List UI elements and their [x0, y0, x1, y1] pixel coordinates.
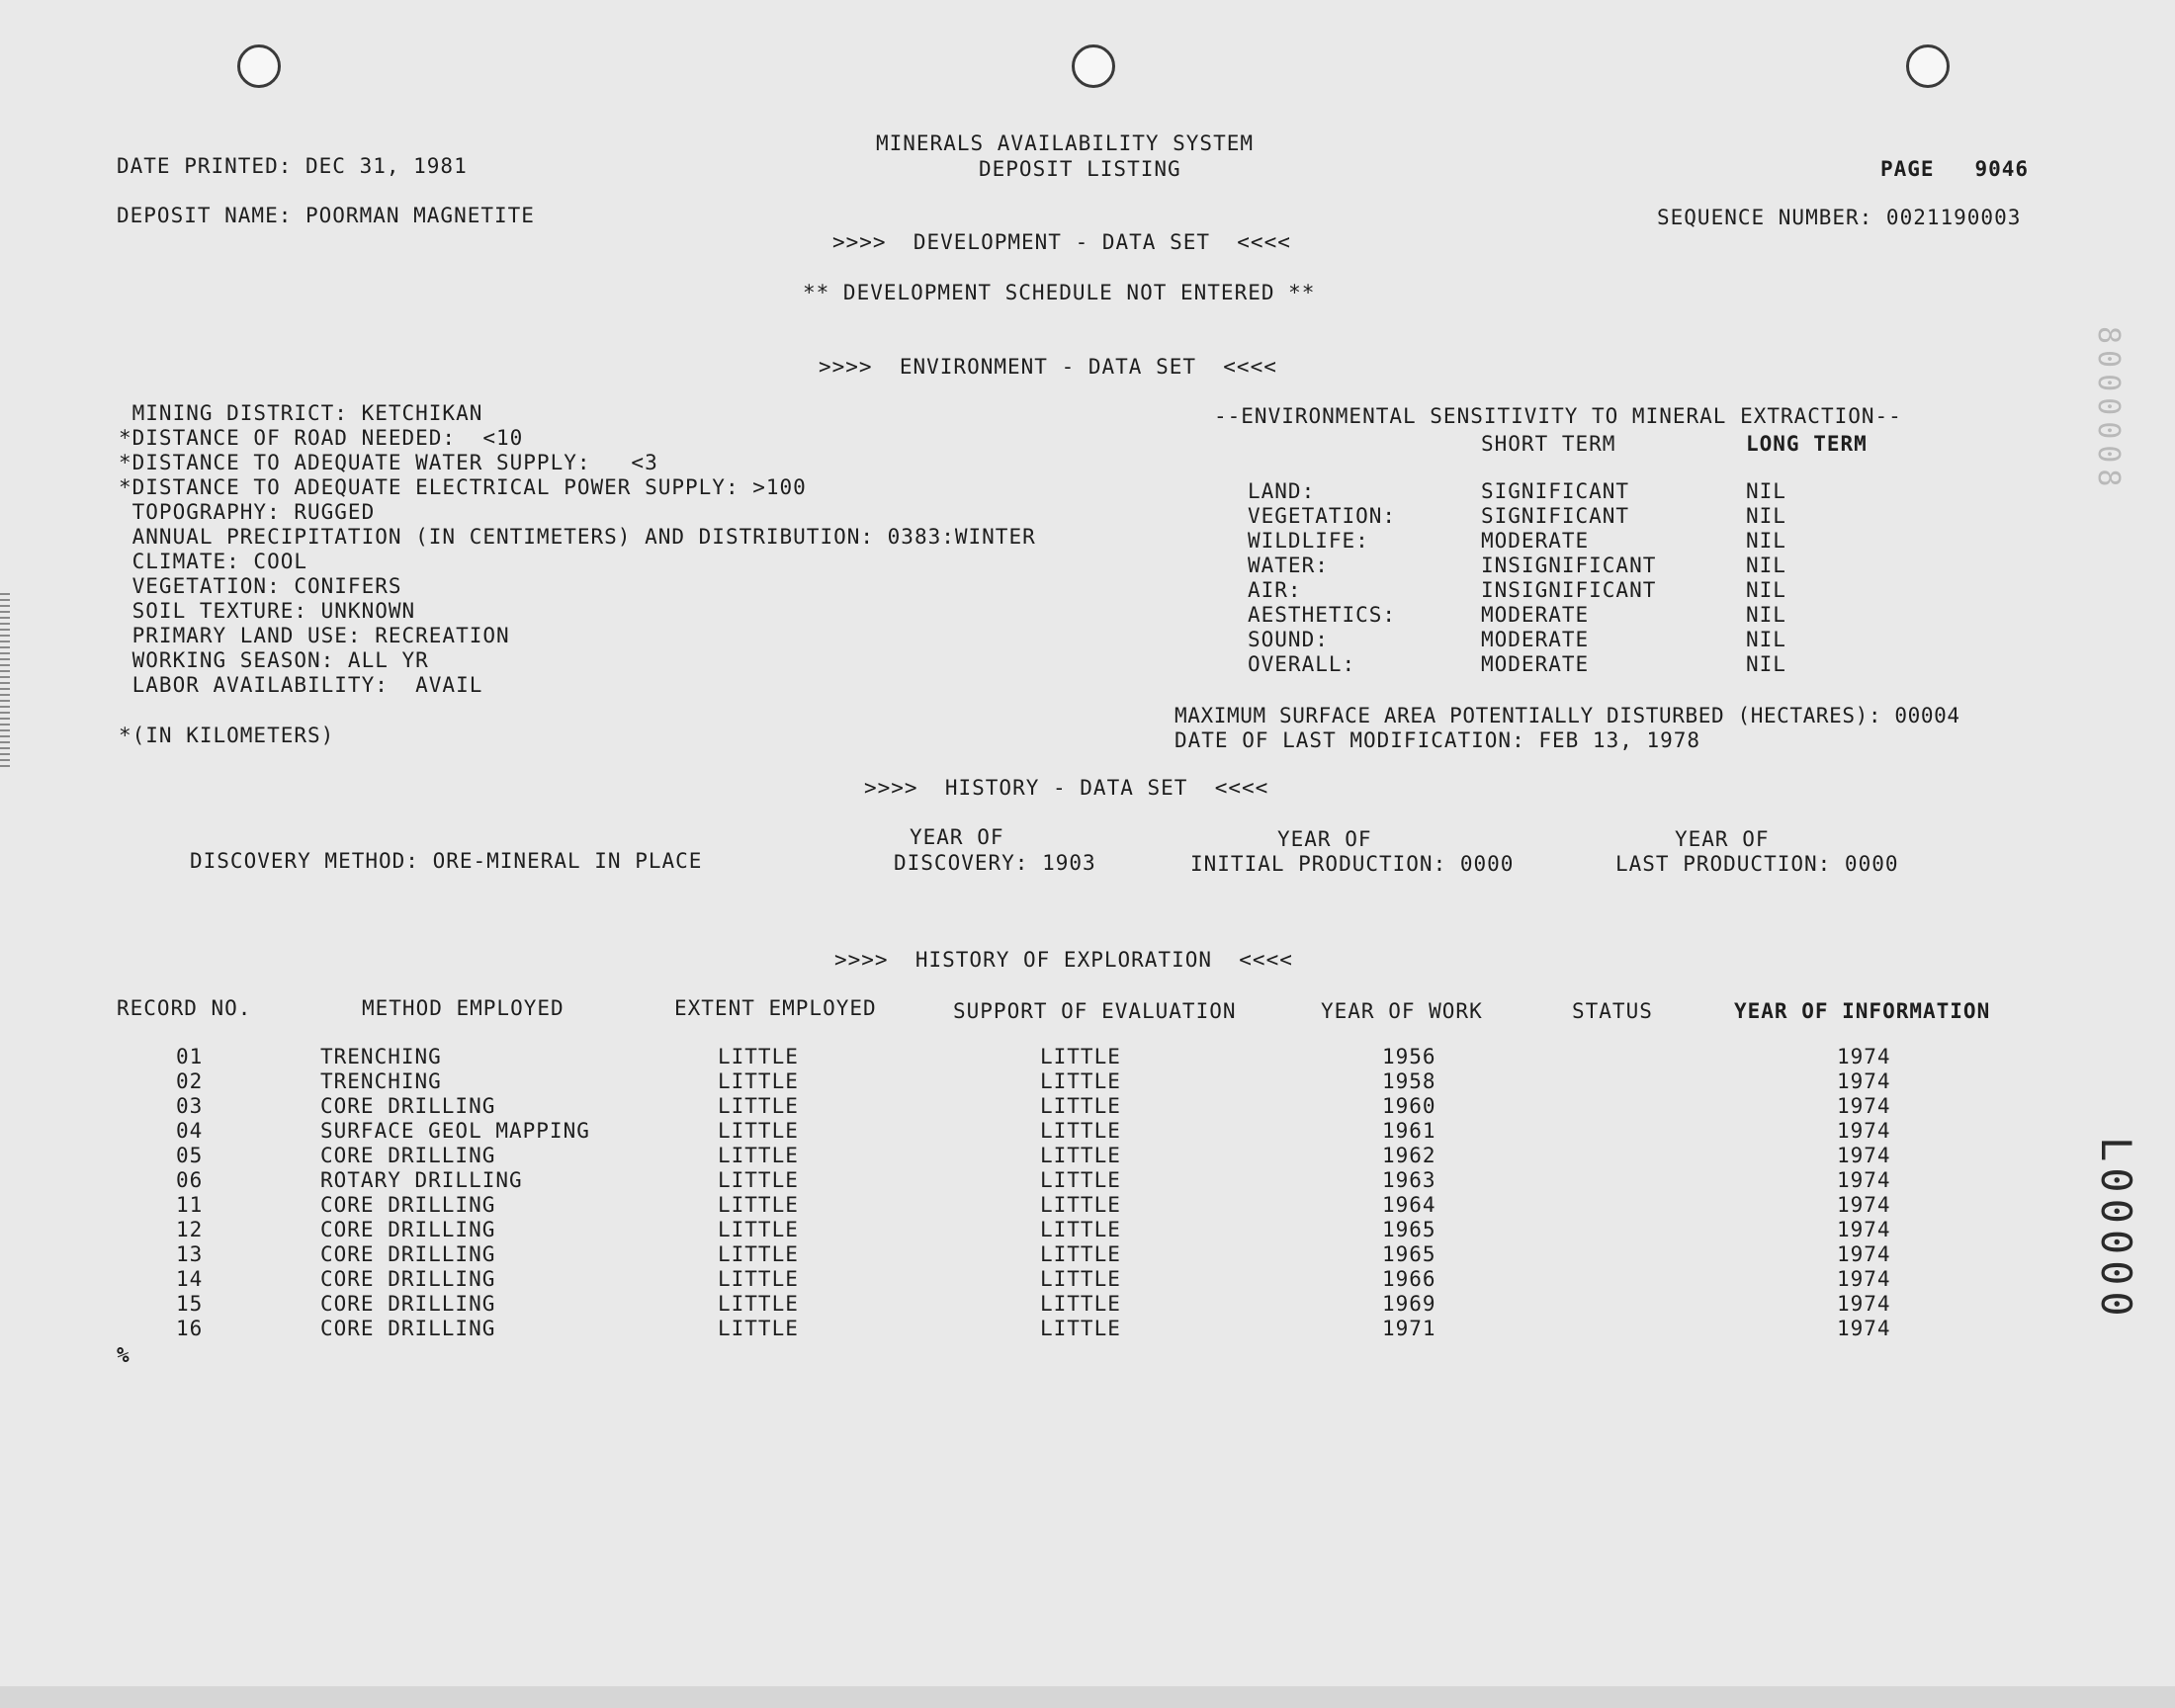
date-printed: DATE PRINTED: DEC 31, 1981 [117, 154, 468, 178]
deposit-name: DEPOSIT NAME: POORMAN MAGNETITE [117, 204, 535, 227]
env-line: ANNUAL PRECIPITATION (IN CENTIMETERS) AND DISTRIBUTION: 0383:WINTER [119, 525, 1036, 549]
env-line: *DISTANCE TO ADEQUATE ELECTRICAL POWER SUPPLY: >100 [119, 475, 807, 499]
binder-hole [1072, 44, 1115, 88]
env-line: LABOR AVAILABILITY: AVAIL [119, 673, 483, 697]
env-line: SOIL TEXTURE: UNKNOWN [119, 599, 416, 623]
env-line: TOPOGRAPHY: RUGGED [119, 500, 376, 524]
col-method: METHOD EMPLOYED [362, 996, 565, 1020]
env-line: PRIMARY LAND USE: RECREATION [119, 624, 510, 647]
table-row: 12 CORE DRILLING LITTLE LITTLE 1965 1974 [176, 1218, 1891, 1241]
initial-production: INITIAL PRODUCTION: 0000 [1190, 852, 1515, 876]
col-extent: EXTENT EMPLOYED [674, 996, 877, 1020]
col-year-of-work: YEAR OF WORK [1321, 999, 1483, 1023]
discovery-year: DISCOVERY: 1903 [894, 851, 1096, 875]
table-row: 11 CORE DRILLING LITTLE LITTLE 1964 1974 [176, 1193, 1891, 1217]
env-line: VEGETATION: CONIFERS [119, 574, 402, 598]
table-row: 16 CORE DRILLING LITTLE LITTLE 1971 1974 [176, 1317, 1891, 1340]
sequence-number: SEQUENCE NUMBER: 0021190003 [1657, 206, 2022, 229]
end-of-listing-mark: % [117, 1343, 130, 1367]
short-term-header: SHORT TERM [1481, 432, 1616, 456]
table-row: 02 TRENCHING LITTLE LITTLE 1958 1974 [176, 1069, 1891, 1093]
last-modification: DATE OF LAST MODIFICATION: FEB 13, 1978 [1174, 728, 1701, 752]
year-of-label: YEAR OF [1277, 827, 1372, 851]
col-support: SUPPORT OF EVALUATION [953, 999, 1237, 1023]
year-of-label: YEAR OF [1675, 827, 1770, 851]
col-year-of-info: YEAR OF INFORMATION [1734, 999, 1991, 1023]
sensitivity-row: AESTHETICS: MODERATE NIL [1248, 603, 1786, 627]
sensitivity-row: SOUND: MODERATE NIL [1248, 628, 1786, 651]
page-number: PAGE 9046 [1880, 157, 2030, 181]
sensitivity-row: AIR: INSIGNIFICANT NIL [1248, 578, 1786, 602]
col-record-no: RECORD NO. [117, 996, 252, 1020]
development-note: ** DEVELOPMENT SCHEDULE NOT ENTERED ** [803, 281, 1316, 304]
table-row: 03 CORE DRILLING LITTLE LITTLE 1960 1974 [176, 1094, 1891, 1118]
year-of-label: YEAR OF [910, 825, 1004, 849]
binder-hole [237, 44, 281, 88]
listing-title: DEPOSIT LISTING [979, 157, 1181, 181]
discovery-method: DISCOVERY METHOD: ORE-MINERAL IN PLACE [190, 849, 703, 873]
table-row: 14 CORE DRILLING LITTLE LITTLE 1966 1974 [176, 1267, 1891, 1291]
table-row: 06 ROTARY DRILLING LITTLE LITTLE 1963 1974 [176, 1168, 1891, 1192]
env-line: *DISTANCE OF ROAD NEEDED: <10 [119, 426, 524, 450]
col-status: STATUS [1572, 999, 1653, 1023]
sensitivity-row: VEGETATION: SIGNIFICANT NIL [1248, 504, 1786, 528]
environment-heading: >>>> ENVIRONMENT - DATA SET <<<< [819, 355, 1277, 379]
development-heading: >>>> DEVELOPMENT - DATA SET <<<< [832, 230, 1291, 254]
history-heading: >>>> HISTORY - DATA SET <<<< [864, 776, 1269, 800]
sensitivity-row: WILDLIFE: MODERATE NIL [1248, 529, 1786, 553]
env-line: *DISTANCE TO ADEQUATE WATER SUPPLY: <3 [119, 451, 658, 474]
binder-hole [1906, 44, 1950, 88]
sensitivity-row: WATER: INSIGNIFICANT NIL [1248, 554, 1786, 577]
max-surface-area: MAXIMUM SURFACE AREA POTENTIALLY DISTURBED (HECTARES): 00004 [1174, 704, 1960, 727]
system-title: MINERALS AVAILABILITY SYSTEM [876, 131, 1255, 155]
frame-number-stamp: L00000 [2092, 1137, 2140, 1323]
long-term-header: LONG TERM [1746, 432, 1868, 456]
last-production: LAST PRODUCTION: 0000 [1615, 852, 1899, 876]
scan-bottom-edge [0, 1686, 2175, 1708]
table-row: 05 CORE DRILLING LITTLE LITTLE 1962 1974 [176, 1144, 1891, 1167]
env-line: CLIMATE: COOL [119, 550, 308, 573]
table-row: 15 CORE DRILLING LITTLE LITTLE 1969 1974 [176, 1292, 1891, 1316]
sensitivity-row: OVERALL: MODERATE NIL [1248, 652, 1786, 676]
table-row: 04 SURFACE GEOL MAPPING LITTLE LITTLE 1961 1974 [176, 1119, 1891, 1143]
env-line: MINING DISTRICT: KETCHIKAN [119, 401, 483, 425]
table-row: 13 CORE DRILLING LITTLE LITTLE 1965 1974 [176, 1242, 1891, 1266]
footnote: *(IN KILOMETERS) [119, 724, 335, 747]
sensitivity-title: --ENVIRONMENTAL SENSITIVITY TO MINERAL EXTRACTION-- [1214, 404, 1902, 428]
env-line: WORKING SEASON: ALL YR [119, 648, 429, 672]
faint-margin-number: 8000008 [2091, 326, 2126, 493]
table-row: 01 TRENCHING LITTLE LITTLE 1956 1974 [176, 1045, 1891, 1068]
sensitivity-row: LAND: SIGNIFICANT NIL [1248, 479, 1786, 503]
scan-edge-mark [0, 593, 10, 771]
exploration-heading: >>>> HISTORY OF EXPLORATION <<<< [834, 948, 1293, 972]
